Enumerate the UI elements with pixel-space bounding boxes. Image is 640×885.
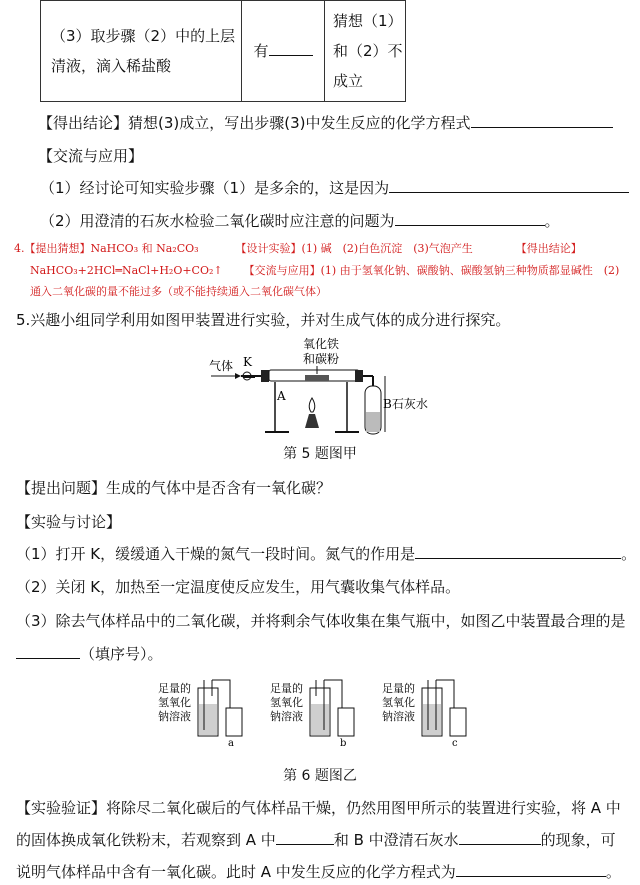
option-letter: c bbox=[452, 738, 458, 748]
solution-label: 氢氧化 bbox=[158, 696, 191, 709]
stopper-right bbox=[355, 370, 363, 382]
discussion-heading: 【实验与讨论】 bbox=[16, 513, 122, 531]
reagent-label: 氧化铁 bbox=[303, 337, 340, 351]
verify-line-1: 【实验验证】将除尽二氧化碳后的气体样品干燥，仍然用图甲所示的装置进行实验，将 A 中 bbox=[16, 799, 621, 817]
bottle-liquid bbox=[423, 704, 441, 735]
answer-text: 【交流与应用】(1) 由于氢氧化钠、碳酸钠、碳酸氢钠三种物质都显碱性 (2) bbox=[243, 264, 620, 277]
discussion-q2: （2）关闭 K，加热至一定温度使反应发生，用气囊收集气体样品。 bbox=[16, 578, 461, 596]
collecting-jar bbox=[226, 708, 242, 736]
solution-label: 钠溶液 bbox=[382, 710, 415, 723]
apparatus-b bbox=[270, 680, 354, 748]
bottle-liquid bbox=[311, 704, 329, 735]
exchange-q2 bbox=[40, 210, 560, 232]
verify-text: 和 B 中澄清石灰水 bbox=[333, 831, 459, 849]
discussion-q3-line2 bbox=[16, 643, 163, 665]
limewater-liquid bbox=[366, 412, 380, 432]
table-cell-text: 和（2）不 bbox=[333, 42, 403, 60]
verify-text: 说明气体样品中含有一氧化碳。此时 A 中发生反应的化学方程式为 bbox=[16, 863, 456, 881]
verify-line-2 bbox=[16, 829, 616, 851]
gas-label: 气体 bbox=[209, 359, 234, 373]
discussion-q1 bbox=[16, 543, 636, 565]
question-text: （2）用澄清的石灰水检验二氧化碳时应注意的问题为 bbox=[40, 212, 395, 230]
answer-text: 【得出结论】 bbox=[515, 242, 582, 255]
answer-blank[interactable] bbox=[459, 830, 541, 845]
apparatus-figure-jia bbox=[205, 336, 445, 440]
verify-text: 的现象，可 bbox=[540, 831, 616, 849]
exchange-q1 bbox=[40, 177, 629, 199]
question-heading: 【提出问题】生成的气体中是否含有一氧化碳？ bbox=[16, 479, 332, 497]
arrow-head-icon bbox=[235, 373, 241, 379]
answer-blank[interactable] bbox=[456, 862, 606, 877]
table-cell-step bbox=[41, 1, 242, 102]
table-cell-conclusion bbox=[325, 1, 406, 102]
table-cell-text: 有 bbox=[253, 42, 269, 60]
answer-blank[interactable] bbox=[471, 113, 613, 128]
answer-blank[interactable] bbox=[415, 544, 621, 559]
answer-text: 4.【提出猜想】NaHCO₃ 和 Na₂CO₃ bbox=[14, 242, 199, 255]
verify-line-3 bbox=[16, 861, 621, 883]
answer-blank[interactable] bbox=[395, 211, 545, 226]
question-text: （1）打开 K，缓缓通入干燥的氮气一段时间。氮气的作用是 bbox=[16, 545, 416, 563]
figure-caption-jia: 第 5 题图甲 bbox=[283, 446, 357, 462]
figure-caption-yi: 第 6 题图乙 bbox=[283, 768, 357, 784]
bottle-liquid bbox=[199, 704, 217, 735]
answer-line-2 bbox=[30, 262, 619, 280]
answer-text: NaHCO₃+2HCl═NaCl+H₂O+CO₂↑ bbox=[30, 264, 223, 277]
option-letter: b bbox=[340, 738, 347, 748]
answer-blank[interactable] bbox=[389, 178, 629, 193]
apparatus-figure-yi bbox=[158, 678, 498, 748]
solution-label: 氢氧化 bbox=[382, 696, 415, 709]
solution-label: 氢氧化 bbox=[270, 696, 303, 709]
discussion-q3-line1: （3）除去气体样品中的二氧化碳，并将剩余气体收集在集气瓶中，如图乙中装置最合理的是 bbox=[16, 612, 626, 630]
stopper-left bbox=[261, 370, 269, 382]
apparatus-a bbox=[158, 680, 242, 748]
answer-line-1 bbox=[14, 240, 582, 258]
solution-label: 足量的 bbox=[382, 682, 415, 695]
collecting-jar bbox=[450, 708, 466, 736]
table-row bbox=[41, 1, 406, 102]
answer-blank[interactable] bbox=[269, 41, 313, 56]
question-text: （填序号）。 bbox=[80, 645, 163, 663]
conclusion-line bbox=[38, 112, 613, 134]
table-cell-text: 清液，滴入稀盐酸 bbox=[51, 57, 172, 75]
exchange-heading: 【交流与应用】 bbox=[38, 147, 144, 165]
conclusion-text: 【得出结论】猜想(3)成立，写出步骤(3)中发生反应的化学方程式 bbox=[38, 114, 471, 132]
collecting-jar bbox=[338, 708, 354, 736]
solution-label: 钠溶液 bbox=[270, 710, 303, 723]
table-cell-text: 猜想（1） bbox=[333, 12, 403, 30]
period: 。 bbox=[621, 545, 637, 563]
burner-icon bbox=[305, 414, 319, 428]
answer-text: 【设计实验】(1) 碱 (2)白色沉淀 (3)气泡产生 bbox=[235, 242, 473, 255]
answer-blank[interactable] bbox=[16, 644, 80, 659]
apparatus-c bbox=[382, 680, 466, 748]
valve-k-label: K bbox=[243, 355, 252, 369]
flame-icon bbox=[309, 398, 315, 412]
solution-label: 足量的 bbox=[270, 682, 303, 695]
period: 。 bbox=[605, 863, 621, 881]
q5-title: 5.兴趣小组同学利用如图甲装置进行实验，并对生成气体的成分进行探究。 bbox=[16, 311, 511, 329]
table-cell-phenomenon bbox=[242, 1, 325, 102]
question-text: （1）经讨论可知实验步骤（1）是多余的，这是因为 bbox=[40, 179, 390, 197]
reagent-label: 和碳粉 bbox=[303, 352, 340, 366]
experiment-table bbox=[40, 0, 406, 102]
table-cell-text: （3）取步骤（2）中的上层 bbox=[51, 27, 236, 45]
answer-blank[interactable] bbox=[276, 830, 334, 845]
table-cell-text: 成立 bbox=[333, 72, 364, 90]
period: 。 bbox=[544, 212, 560, 230]
solution-label: 足量的 bbox=[158, 682, 191, 695]
option-letter: a bbox=[228, 738, 234, 748]
solution-label: 钠溶液 bbox=[158, 710, 191, 723]
verify-text: 的固体换成氧化铁粉末，若观察到 A 中 bbox=[16, 831, 276, 849]
answer-line-3: 通入二氧化碳的量不能过多（或不能持续通入二氧化碳气体） bbox=[30, 285, 327, 298]
reagent-powder bbox=[305, 375, 329, 381]
label-a: A bbox=[277, 389, 286, 403]
label-b: B石灰水 bbox=[383, 397, 428, 411]
